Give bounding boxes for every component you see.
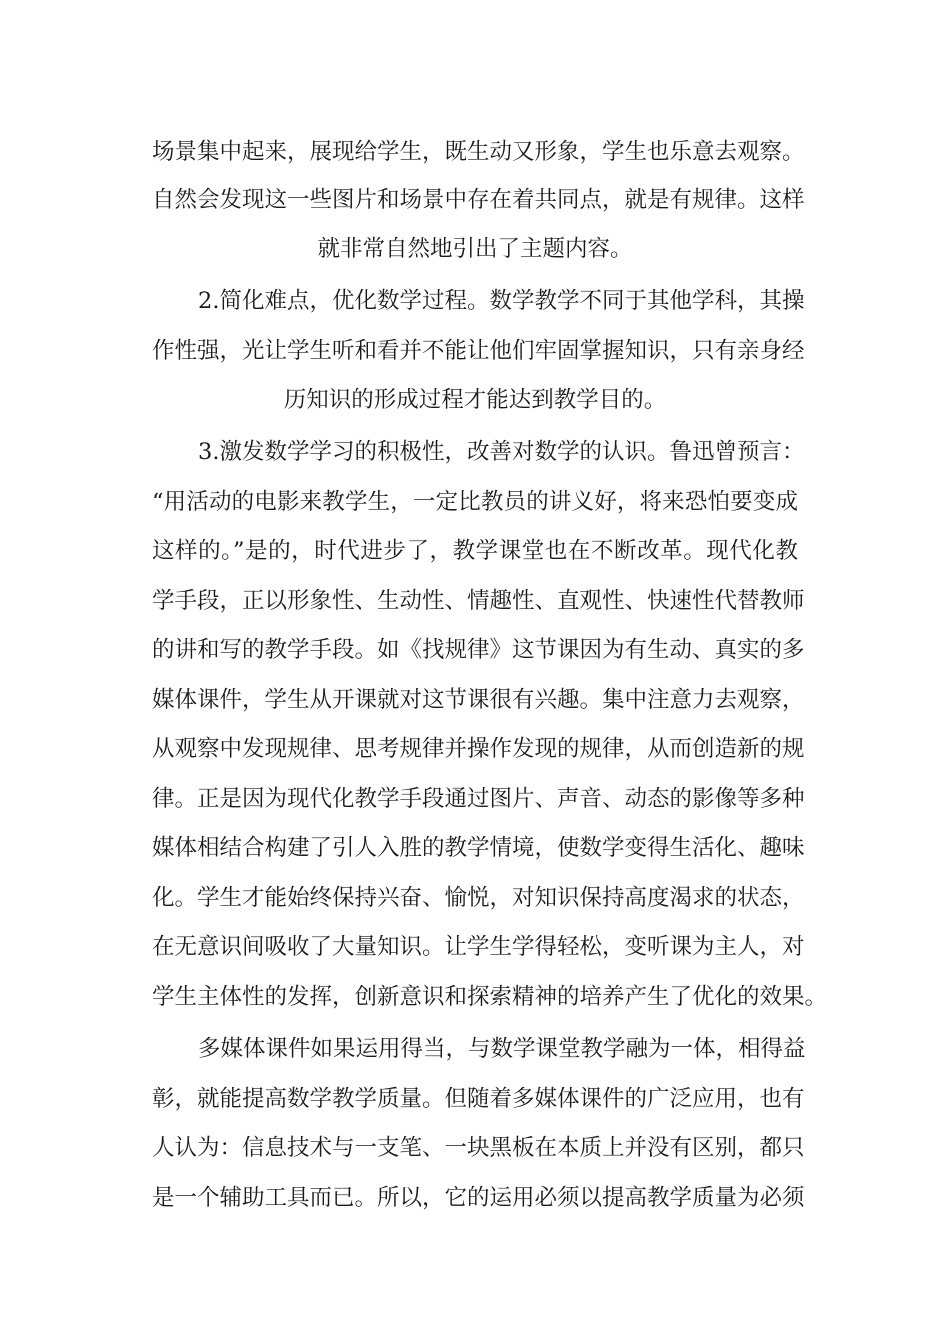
paragraph-start-line: 3.激发数学学习的积极性，改善对数学的认识。鲁迅曾预言： [198, 439, 805, 465]
text-line: 作性强，光让学生听和看并不能让他们牢固掌握知识，只有亲身经 [152, 338, 805, 364]
text-line: 彰，就能提高数学教学质量。但随着多媒体课件的广泛应用，也有 [152, 1086, 805, 1112]
text-line: 在无意识间吸收了大量知识。让学生学得轻松，变听课为主人，对 [152, 934, 805, 960]
text-line: 场景集中起来，展现给学生，既生动又形象，学生也乐意去观察。 [152, 139, 805, 165]
text-line: 是一个辅助工具而已。所以，它的运用必须以提高教学质量为必须 [152, 1185, 805, 1211]
text-line: 律。正是因为现代化教学手段通过图片、声音、动态的影像等多种 [152, 786, 805, 812]
paragraph-start-line: 2.简化难点，优化数学过程。数学教学不同于其他学科，其操 [198, 288, 805, 314]
text-line: 自然会发现这一些图片和场景中存在着共同点，就是有规律。这样 [152, 187, 805, 213]
text-line: 人认为：信息技术与一支笔、一块黑板在本质上并没有区别，都只 [152, 1135, 805, 1161]
text-line: 学手段，正以形象性、生动性、情趣性、直观性、快速性代替教师 [152, 588, 805, 614]
text-line: 这样的。”是的，时代进步了，教学课堂也在不断改革。现代化教 [152, 538, 798, 564]
text-line: 媒体相结合构建了引人入胜的教学情境，使数学变得生活化、趣味 [152, 835, 805, 861]
text-line: 的讲和写的教学手段。如《找规律》这节课因为有生动、真实的多 [152, 637, 805, 663]
text-line: “用活动的电影来教学生，一定比教员的讲义好，将来恐怕要变成 [152, 489, 798, 515]
text-line: 学生主体性的发挥，创新意识和探索精神的培养产生了优化的效果。 [152, 984, 828, 1010]
text-line: 历知识的形成过程才能达到教学目的。 [283, 387, 667, 413]
text-line: 从观察中发现规律、思考规律并操作发现的规律，从而创造新的规 [152, 736, 805, 762]
text-line: 就非常自然地引出了主题内容。 [317, 236, 633, 262]
text-line: 媒体课件，学生从开课就对这节课很有兴趣。集中注意力去观察， [152, 687, 805, 713]
text-line: 化。学生才能始终保持兴奋、愉悦，对知识保持高度渴求的状态， [152, 885, 805, 911]
paragraph-start-line: 多媒体课件如果运用得当，与数学课堂教学融为一体，相得益 [198, 1036, 806, 1062]
